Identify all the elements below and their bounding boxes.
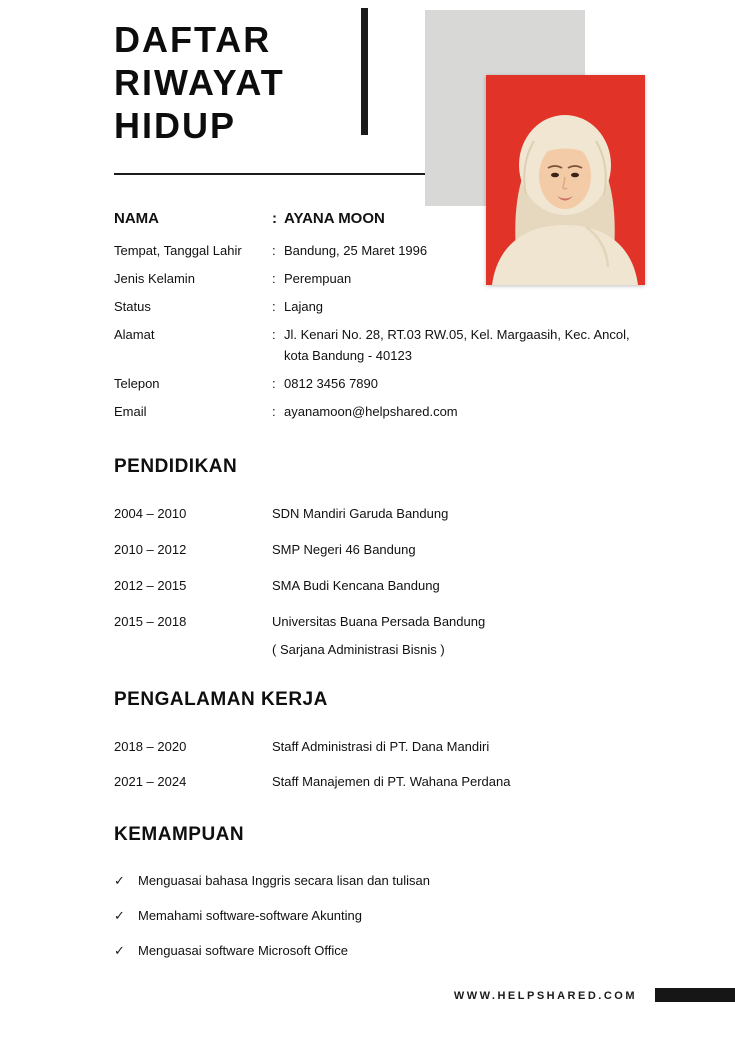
info-value: Lajang	[284, 299, 324, 314]
experience-rows	[114, 736, 659, 792]
education-school: SMP Negeri 46 Bandung	[272, 542, 416, 557]
skill-item	[114, 940, 659, 961]
education-rows	[114, 503, 659, 660]
footer-website: WWW.HELPSHARED.COM	[453, 990, 637, 1002]
education-row	[114, 575, 659, 596]
check-icon: ✓	[114, 943, 125, 958]
education-heading: PENDIDIKAN	[114, 456, 238, 477]
page-title	[114, 18, 285, 147]
skills-heading: KEMAMPUAN	[114, 824, 245, 845]
education-row	[114, 503, 659, 524]
info-label: Alamat	[114, 327, 155, 342]
info-row-email	[114, 401, 654, 422]
address-line-2: kota Bandung - 40123	[284, 348, 412, 363]
education-row	[114, 611, 659, 660]
skill-item	[114, 905, 659, 926]
info-row-status	[114, 296, 654, 317]
colon-separator: :	[272, 299, 276, 314]
title-line-1: DAFTAR	[114, 19, 272, 60]
footer-accent-bar	[655, 988, 735, 1002]
title-line-3: HIDUP	[114, 105, 237, 146]
education-section	[114, 455, 659, 675]
experience-row	[114, 771, 659, 792]
info-row-birth	[114, 240, 654, 261]
info-value: ayanamoon@helpshared.com	[284, 404, 458, 419]
info-value: Perempuan	[284, 271, 352, 286]
education-row	[114, 539, 659, 560]
colon-separator: :	[272, 210, 277, 227]
skills-list	[114, 870, 659, 961]
education-period: 2010 – 2012	[114, 542, 187, 557]
info-label: Telepon	[114, 376, 160, 391]
info-label: Status	[114, 299, 151, 314]
colon-separator: :	[272, 404, 276, 419]
check-icon: ✓	[114, 873, 125, 888]
header-divider	[114, 173, 425, 175]
address-line-1: Jl. Kenari No. 28, RT.03 RW.05, Kel. Margaasih, Kec. Ancol,	[284, 327, 630, 342]
info-row-address	[114, 324, 654, 366]
skill-item	[114, 870, 659, 891]
info-value	[284, 324, 654, 366]
experience-heading: PENGALAMAN KERJA	[114, 689, 328, 710]
info-label: NAMA	[114, 210, 159, 227]
info-row-nama	[114, 208, 654, 230]
education-school	[272, 611, 659, 660]
info-row-phone	[114, 373, 654, 394]
colon-separator: :	[272, 376, 276, 391]
experience-period: 2018 – 2020	[114, 739, 187, 754]
skill-text: Memahami software-software Akunting	[138, 908, 362, 923]
experience-period: 2021 – 2024	[114, 774, 187, 789]
colon-separator: :	[272, 327, 276, 342]
experience-row	[114, 736, 659, 757]
education-period: 2015 – 2018	[114, 614, 187, 629]
info-value: Bandung, 25 Maret 1996	[284, 243, 428, 258]
title-vertical-bar	[361, 8, 368, 135]
education-school: SDN Mandiri Garuda Bandung	[272, 506, 449, 521]
education-period: 2004 – 2010	[114, 506, 187, 521]
experience-section	[114, 688, 659, 806]
info-value: 0812 3456 7890	[284, 376, 378, 391]
colon-separator: :	[272, 271, 276, 286]
education-period: 2012 – 2015	[114, 578, 187, 593]
title-line-2: RIWAYAT	[114, 62, 285, 103]
education-school: SMA Budi Kencana Bandung	[272, 578, 440, 593]
skill-text: Menguasai bahasa Inggris secara lisan dan tulisan	[138, 873, 430, 888]
colon-separator: :	[272, 243, 276, 258]
education-school-name: Universitas Buana Persada Bandung	[272, 614, 486, 629]
skill-text: Menguasai software Microsoft Office	[138, 943, 349, 958]
info-label: Jenis Kelamin	[114, 271, 195, 286]
info-value: AYANA MOON	[284, 210, 385, 227]
experience-role: Staff Manajemen di PT. Wahana Perdana	[272, 774, 511, 789]
experience-role: Staff Administrasi di PT. Dana Mandiri	[272, 739, 490, 754]
education-degree: ( Sarjana Administrasi Bisnis )	[272, 642, 445, 657]
check-icon: ✓	[114, 908, 125, 923]
personal-info-section	[114, 208, 654, 429]
info-row-gender	[114, 268, 654, 289]
skills-section	[114, 823, 659, 975]
info-label: Tempat, Tanggal Lahir	[114, 243, 242, 258]
info-label: Email	[114, 404, 147, 419]
